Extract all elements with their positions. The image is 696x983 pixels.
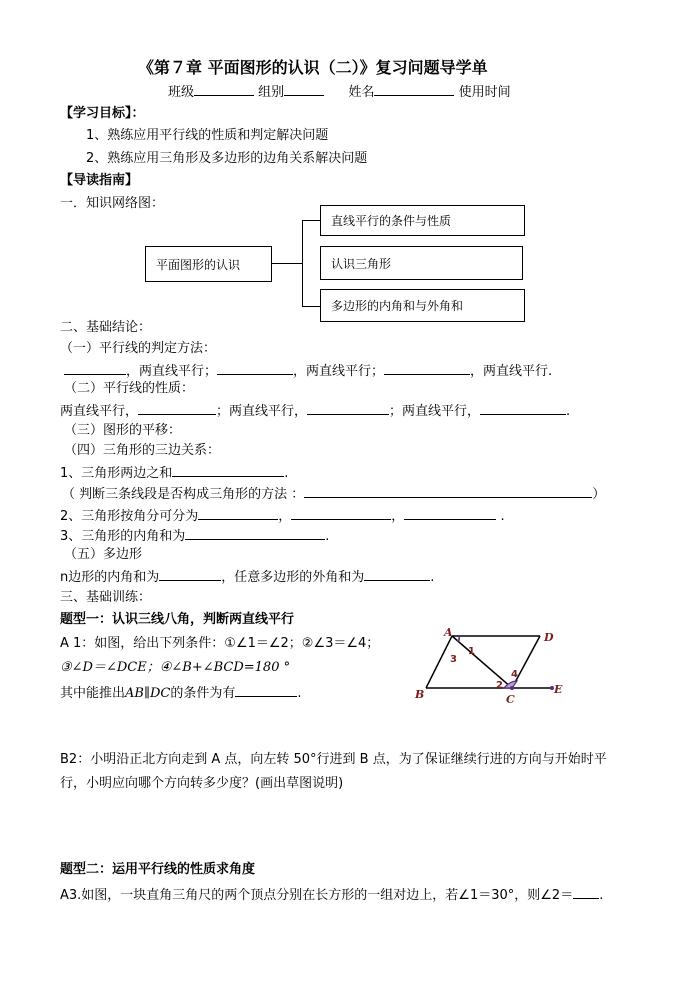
blank[interactable] bbox=[64, 362, 126, 375]
blank[interactable] bbox=[573, 886, 599, 899]
p5-title: （五）多边形 bbox=[64, 547, 143, 562]
geometry-figure bbox=[412, 626, 592, 706]
angle-arc-a bbox=[457, 636, 459, 641]
p4-line3: 3、三角形的内角和为 . bbox=[60, 529, 330, 544]
b2-line2: 行，小明应向哪个方向转多少度？(画出草图说明) bbox=[60, 776, 344, 791]
page-title: 《第７章 平面图形的认识（二）》复习问题导学单 bbox=[138, 58, 488, 77]
basics-heading: 二、基础结论： bbox=[60, 320, 152, 335]
p4-hint: （ 判断三条线段是否构成三角形的方法 ： ） bbox=[62, 487, 606, 502]
blank[interactable] bbox=[307, 402, 389, 415]
p2-line: 两直线平行， ；两直线平行， ；两直线平行， . bbox=[60, 404, 571, 419]
p1-title: （一）平行线的判定方法： bbox=[60, 341, 217, 356]
label-b: B bbox=[415, 688, 425, 701]
blank[interactable] bbox=[185, 527, 325, 540]
connector-vertical bbox=[302, 220, 303, 306]
goals-heading: 【学习目标】： bbox=[60, 106, 145, 121]
a1-line3: 其中能推出AB∥DC的条件为有 . bbox=[60, 686, 302, 701]
type2-heading: 题型二：运用平行线的性质求角度 bbox=[60, 862, 256, 877]
angle-label-2: 2 bbox=[496, 680, 503, 691]
a1-line2: ③∠D＝∠DCE；④∠B+∠BCD=180 ° bbox=[60, 660, 291, 675]
a1-line1: A 1：如图，给出下列条件：①∠1＝∠2；②∠3＝∠4； bbox=[60, 636, 380, 651]
goal-item-1: 1、熟练应用平行线的性质和判定解决问题 bbox=[86, 128, 329, 143]
label-c: C bbox=[506, 693, 515, 706]
connector-main bbox=[272, 263, 302, 264]
center-box: 平面图形的认识 bbox=[145, 246, 272, 282]
name-field[interactable] bbox=[374, 83, 454, 96]
point-e bbox=[550, 686, 554, 690]
connector-bottom bbox=[302, 306, 320, 307]
blank[interactable] bbox=[364, 568, 430, 581]
section-network-title: 一．知识网络图： bbox=[60, 196, 165, 211]
branch-box-3: 多边形的内角和与外角和 bbox=[320, 289, 525, 322]
group-field[interactable] bbox=[284, 83, 324, 96]
label-e: E bbox=[554, 683, 563, 696]
p4-line1: 1、三角形两边之和 . bbox=[60, 466, 289, 481]
angle-label-1: 1 bbox=[468, 646, 475, 657]
blank[interactable] bbox=[217, 362, 293, 375]
branch-box-1: 直线平行的条件与性质 bbox=[320, 205, 525, 236]
guide-heading: 【导读指南】 bbox=[60, 173, 139, 188]
blank[interactable] bbox=[138, 402, 216, 415]
name-label: 姓名 bbox=[348, 85, 375, 100]
group-label: 组别 bbox=[258, 85, 285, 100]
p3-title: （三）图形的平移： bbox=[64, 423, 182, 438]
branch-box-2: 认识三角形 bbox=[320, 246, 523, 280]
segment-ab bbox=[426, 636, 452, 688]
a3-line: A3.如图，一块直角三角尺的两个顶点分别在长方形的一组对边上，若∠1＝30°，则∠2＝ . bbox=[60, 888, 604, 903]
class-label: 班级 bbox=[168, 85, 195, 100]
blank[interactable] bbox=[480, 402, 566, 415]
segment-ac bbox=[452, 636, 512, 688]
p2-title: （二）平行线的性质： bbox=[64, 381, 195, 396]
training-heading: 三、基础训练： bbox=[60, 590, 152, 605]
angle-label-4: 4 bbox=[511, 669, 518, 680]
p5-line1: n边形的内角和为 ，任意多边形的外角和为 . bbox=[60, 570, 435, 585]
blank[interactable] bbox=[404, 507, 496, 520]
goal-item-2: 2、熟练应用三角形及多边形的边角关系解决问题 bbox=[86, 151, 368, 166]
time-label: 使用时间 bbox=[458, 85, 511, 100]
class-field[interactable] bbox=[194, 83, 254, 96]
segment-dc bbox=[512, 636, 540, 688]
blank[interactable] bbox=[291, 507, 391, 520]
label-d: D bbox=[544, 631, 554, 644]
p4-title: （四）三角形的三边关系： bbox=[64, 443, 221, 458]
angle-label-3: 3 bbox=[450, 654, 457, 665]
p4-line2: 2、三角形按角分可分为 ， ， . bbox=[60, 509, 505, 524]
blank[interactable] bbox=[159, 568, 221, 581]
blank[interactable] bbox=[198, 507, 278, 520]
header-fields bbox=[168, 83, 511, 101]
point-c bbox=[510, 686, 514, 690]
type1-heading: 题型一：认识三线八角，判断两直线平行 bbox=[60, 612, 295, 627]
p1-line: ，两直线平行； ，两直线平行； ，两直线平行. bbox=[64, 362, 552, 380]
blank[interactable] bbox=[384, 362, 470, 375]
blank[interactable] bbox=[304, 485, 592, 498]
blank[interactable] bbox=[172, 464, 284, 477]
b2-line1: B2：小明沿正北方向走到 A 点，向左转 50°行进到 B 点，为了保证继续行进的方向与开始时平 bbox=[60, 752, 607, 767]
blank[interactable] bbox=[235, 684, 297, 697]
label-a: A bbox=[444, 626, 453, 639]
connector-top bbox=[302, 220, 320, 221]
